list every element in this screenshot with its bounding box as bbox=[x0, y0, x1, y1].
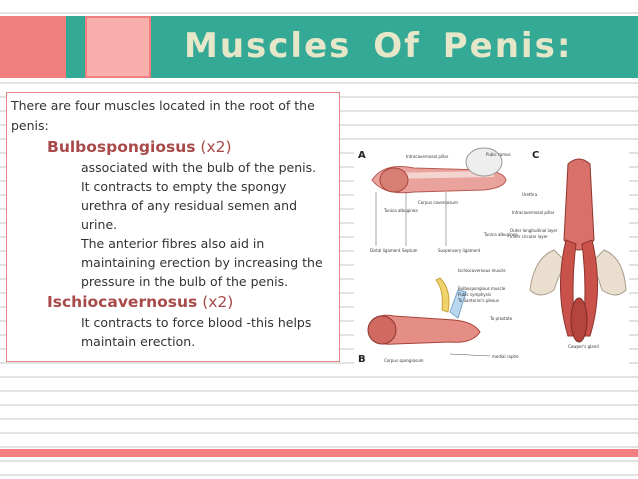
desc-line: It contracts to force blood -this helps bbox=[81, 315, 312, 330]
desc-line: urethra of any residual semen and bbox=[81, 198, 298, 213]
label-to-santorini: To Santorini's plexus bbox=[458, 298, 499, 303]
label-corpus-spongiosum: Corpus spongiosum bbox=[384, 358, 424, 363]
muscle-name: Bulbospongiosus bbox=[47, 138, 196, 156]
decor-square-left bbox=[0, 16, 66, 78]
desc-line: urine. bbox=[81, 217, 118, 232]
desc-line: pressure in the bulb of the penis. bbox=[81, 274, 289, 289]
panel-label-b: B bbox=[358, 354, 366, 365]
label-septum: Septum bbox=[402, 248, 418, 253]
decor-square-right-inner bbox=[87, 18, 149, 76]
intro-text: There are four muscles located in the root of the penis: bbox=[11, 98, 315, 133]
nerve-bundle bbox=[436, 278, 449, 312]
slide-title: Muscles Of Penis: bbox=[184, 26, 573, 66]
label-to-prostate: To prostate bbox=[490, 316, 513, 321]
anatomy-diagram-svg bbox=[354, 140, 629, 368]
label-outer-longitudinal-layer: Outer longitudinal layer bbox=[510, 228, 558, 233]
bulbospongiosus bbox=[571, 298, 587, 342]
label-suspensory-ligament: Suspensory ligament bbox=[438, 248, 481, 253]
desc-line: associated with the bulb of the penis. bbox=[81, 160, 317, 175]
label-pubic-ramus: Pubic ramus bbox=[486, 152, 511, 157]
penis-front-view bbox=[564, 159, 594, 250]
label-ischiocavernous-muscle: Ischiocavernous muscle bbox=[458, 268, 506, 273]
leader-line bbox=[450, 354, 490, 356]
bottom-accent-bar bbox=[0, 449, 638, 457]
label-inner-circular-layer: Inner circular layer bbox=[510, 234, 548, 239]
label-tunica-albuginea: Tunica albuginea bbox=[384, 208, 418, 213]
label-urethra: Urethra bbox=[522, 192, 538, 197]
glans bbox=[380, 168, 408, 192]
panel-label-c: C bbox=[532, 150, 540, 161]
muscle-count: (x2) bbox=[200, 138, 232, 156]
label-pubic-symphysis: Pubic symphysis bbox=[458, 292, 492, 297]
muscle-count: (x2) bbox=[202, 293, 234, 311]
desc-line: It contracts to empty the spongy bbox=[81, 179, 287, 194]
desc-line: The anterior fibres also aid in bbox=[81, 236, 265, 251]
label-bulbospongious-muscle: Bulbospongious muscle bbox=[458, 286, 506, 291]
label-medial-raphe: medial raphe bbox=[492, 354, 519, 359]
label-distal-ligament: Distal ligament bbox=[370, 248, 401, 253]
desc-line: maintain erection. bbox=[81, 334, 196, 349]
label-intracavernosal-pillar-c: Intracavernosal pillar bbox=[512, 210, 555, 215]
desc-line: maintaining erection by increasing the bbox=[81, 255, 323, 270]
label-cowpers-gland: Cowper's gland bbox=[568, 344, 599, 349]
content-text-box bbox=[6, 92, 340, 362]
muscle-heading-ischiocavernosus bbox=[47, 291, 335, 313]
label-intracavernosal-pillar: Intracavernosal pillar bbox=[406, 154, 449, 159]
muscle-heading-bulbospongiosus bbox=[47, 136, 335, 158]
panel-label-a: A bbox=[358, 150, 366, 161]
glans-section bbox=[368, 316, 396, 344]
label-corpus-cavernosum: Corpus cavernosum bbox=[418, 200, 458, 205]
anatomy-diagram bbox=[354, 140, 629, 368]
label-tunica-albuginea-c: Tunica albuginea bbox=[484, 232, 518, 237]
muscle-name: Ischiocavernosus bbox=[47, 293, 198, 311]
